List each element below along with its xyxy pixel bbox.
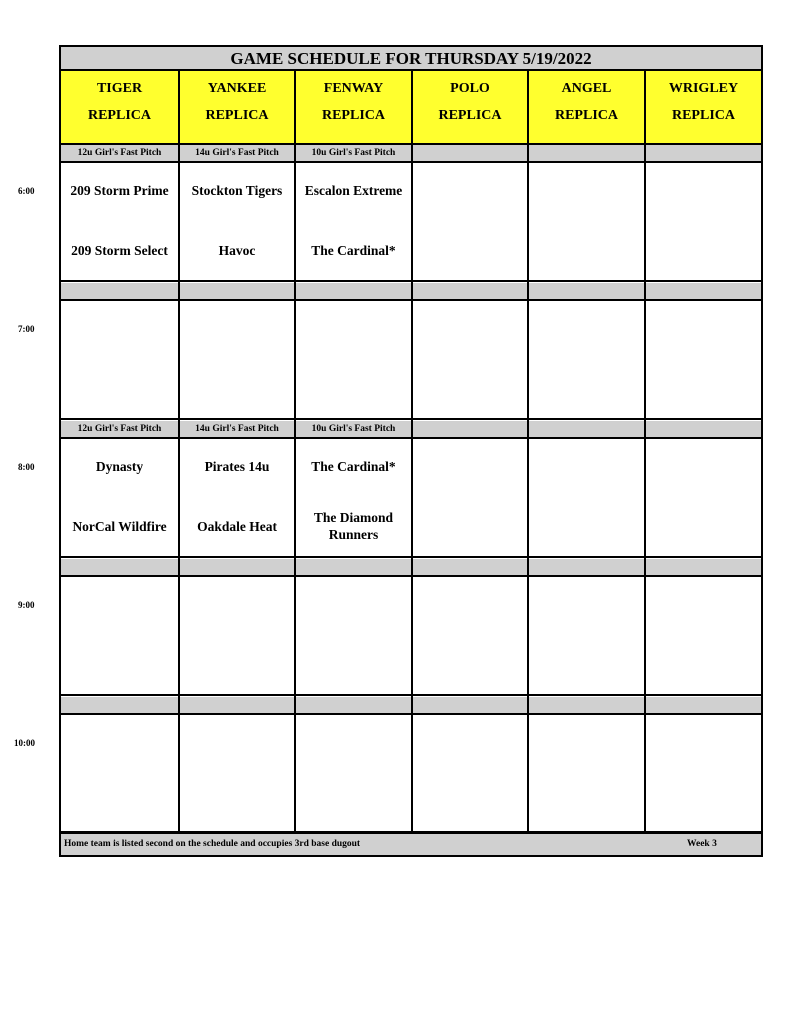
division-label: 14u Girl's Fast Pitch [180,421,294,437]
division-label: 12u Girl's Fast Pitch [61,421,178,437]
away-team: Stockton Tigers [191,183,283,198]
game-cell [180,163,294,280]
field-header-wrigley [646,71,761,144]
column-divider [644,71,646,833]
division-label [646,697,761,713]
game-cell [296,301,411,418]
field-subtitle: REPLICA [438,108,502,123]
game-cell [61,163,178,280]
game-cell [180,577,294,694]
game-cell [646,301,761,418]
division-label [61,697,178,713]
field-header-tiger [61,71,178,144]
division-label [180,283,294,299]
game-cell [529,301,644,418]
division-label [529,421,644,437]
schedule-table [59,45,763,857]
column-divider [527,71,529,833]
division-label [413,145,527,161]
game-cell [296,577,411,694]
game-cell [413,439,527,556]
home-team: The Diamond Runners [313,510,394,542]
game-cell [646,163,761,280]
division-label [413,283,527,299]
game-cell [413,163,527,280]
division-label [180,697,294,713]
division-label: 10u Girl's Fast Pitch [296,421,411,437]
away-team: The Cardinal* [311,459,396,474]
game-cell [61,715,178,832]
time-label: 10:00 [14,738,35,748]
game-cell [529,577,644,694]
away-team: Escalon Extreme [304,183,403,198]
schedule-title: GAME SCHEDULE FOR THURSDAY 5/19/2022 [61,47,761,71]
footer-note: Home team is listed second on the schedule and occupies 3rd base dugout [64,839,361,849]
column-divider [178,71,180,833]
home-team: Havoc [218,243,256,258]
week-label: Week 3 [687,839,717,849]
field-header-angel [529,71,644,144]
field-subtitle: REPLICA [205,108,269,123]
field-name: TIGER [96,81,143,96]
away-team: Dynasty [95,459,144,474]
division-label [529,283,644,299]
division-label [413,559,527,575]
field-subtitle: REPLICA [671,108,735,123]
home-team: The Cardinal* [311,243,396,258]
game-cell [61,301,178,418]
division-label [296,697,411,713]
division-label [61,283,178,299]
game-cell [646,577,761,694]
field-name: FENWAY [323,81,384,96]
division-label [646,559,761,575]
field-subtitle: REPLICA [321,108,385,123]
column-divider [411,71,413,833]
game-cell [413,715,527,832]
division-label: 14u Girl's Fast Pitch [180,145,294,161]
game-cell [180,439,294,556]
game-cell [61,439,178,556]
column-divider [294,71,296,833]
game-cell [180,715,294,832]
game-cell [296,439,411,556]
game-cell [61,577,178,694]
away-team: 209 Storm Prime [70,183,169,198]
home-team: NorCal Wildfire [72,519,167,534]
division-label [413,697,527,713]
field-header-polo [413,71,527,144]
game-cell [180,301,294,418]
game-cell [529,163,644,280]
game-cell [529,439,644,556]
time-label: 7:00 [18,324,35,334]
time-label: 9:00 [18,600,35,610]
time-label: 8:00 [18,462,35,472]
division-label [529,559,644,575]
division-label [413,421,527,437]
game-cell [413,301,527,418]
game-cell [646,715,761,832]
home-team: 209 Storm Select [71,243,168,258]
game-cell [529,715,644,832]
division-label [180,559,294,575]
division-label: 10u Girl's Fast Pitch [296,145,411,161]
division-label [646,283,761,299]
game-cell [413,577,527,694]
field-subtitle: REPLICA [554,108,618,123]
division-label [529,697,644,713]
field-subtitle: REPLICA [87,108,151,123]
game-cell [296,715,411,832]
schedule-footer [61,833,761,855]
division-label: 12u Girl's Fast Pitch [61,145,178,161]
game-cell [296,163,411,280]
field-name: POLO [450,81,490,96]
away-team: Pirates 14u [204,459,270,474]
division-label [646,145,761,161]
division-label [296,283,411,299]
time-label: 6:00 [18,186,35,196]
field-name: WRIGLEY [668,81,739,96]
field-header-yankee [180,71,294,144]
division-label [529,145,644,161]
division-label [646,421,761,437]
division-label [296,559,411,575]
field-name: ANGEL [561,81,612,96]
home-team: Oakdale Heat [197,519,277,534]
field-name: YANKEE [207,81,267,96]
game-cell [646,439,761,556]
field-header-fenway [296,71,411,144]
division-label [61,559,178,575]
